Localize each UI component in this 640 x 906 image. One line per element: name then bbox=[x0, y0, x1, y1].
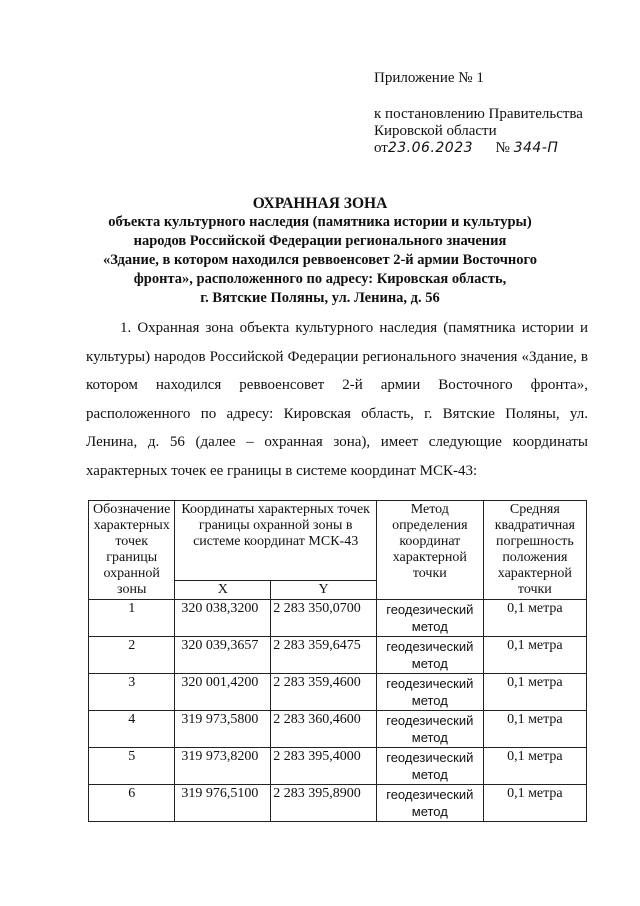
accuracy-cell: 0,1 метра bbox=[483, 711, 586, 748]
header-method: Метод определения координат характерной точки bbox=[376, 501, 483, 600]
point-number: 1 bbox=[89, 600, 175, 637]
header-y: Y bbox=[271, 581, 377, 600]
annex-line-2: Кировской области bbox=[374, 123, 497, 139]
method-cell: геодезический метод bbox=[376, 785, 483, 822]
x-coordinate: 320 039,3657 bbox=[175, 637, 271, 674]
handwritten-date: 23.06.2023 bbox=[387, 140, 474, 156]
x-coordinate: 319 973,5800 bbox=[175, 711, 271, 748]
heading-line-6: г. Вятские Поляны, ул. Ленина, д. 56 bbox=[200, 290, 440, 306]
accuracy-cell: 0,1 метра bbox=[483, 674, 586, 711]
heading-line-4: «Здание, в котором находился реввоенсовет 2-й армии Восточного bbox=[102, 252, 537, 268]
header-accuracy: Средняя квадратичная погрешность положения характерной точки bbox=[483, 501, 586, 600]
table-row bbox=[89, 785, 587, 822]
y-coordinate: 2 283 360,4600 bbox=[271, 711, 377, 748]
body-paragraph: 1. Охранная зона объекта культурного наследия (памятника истории и культуры) народов Российской Федерации регионального значения «Здание, в котором находился реввоенсовет 2-й армии Восточного фронта», расположенного по адресу: Кировская область, г. Вятские Поляны, ул. Ленина, д. 56 (далее – охранная зона), имеет следующие координаты характерных точек ее границы в системе координат МСК-43: bbox=[86, 320, 588, 479]
accuracy-cell: 0,1 метра bbox=[483, 600, 586, 637]
method-cell: геодезический метод bbox=[376, 637, 483, 674]
method-cell: геодезический метод bbox=[376, 674, 483, 711]
annex-title: Приложение № 1 bbox=[374, 70, 484, 86]
heading-line-5: фронта», расположенного по адресу: Кировская область, bbox=[133, 271, 507, 287]
header-x: X bbox=[175, 581, 271, 600]
method-cell: геодезический метод bbox=[376, 711, 483, 748]
point-number: 2 bbox=[89, 637, 175, 674]
header-coordinates: Координаты характерных точек границы охранной зоны в системе координат МСК-43 bbox=[175, 501, 377, 581]
coordinates-table bbox=[88, 500, 587, 822]
x-coordinate: 319 973,8200 bbox=[175, 748, 271, 785]
x-coordinate: 319 976,5100 bbox=[175, 785, 271, 822]
annex-date-line bbox=[374, 140, 583, 157]
point-number: 3 bbox=[89, 674, 175, 711]
table-body bbox=[89, 600, 587, 822]
table-row bbox=[89, 711, 587, 748]
date-prefix: от bbox=[374, 140, 388, 156]
y-coordinate: 2 283 350,0700 bbox=[271, 600, 377, 637]
x-coordinate: 320 038,3200 bbox=[175, 600, 271, 637]
y-coordinate: 2 283 395,4000 bbox=[271, 748, 377, 785]
point-number: 4 bbox=[89, 711, 175, 748]
accuracy-cell: 0,1 метра bbox=[483, 637, 586, 674]
table-row bbox=[89, 637, 587, 674]
table-row bbox=[89, 748, 587, 785]
header-point: Обозначение характерных точек границы охранной зоны bbox=[89, 501, 175, 600]
table-row bbox=[89, 674, 587, 711]
x-coordinate: 320 001,4200 bbox=[175, 674, 271, 711]
heading-line-3: народов Российской Федерации регионального значения bbox=[133, 233, 507, 249]
y-coordinate: 2 283 395,8900 bbox=[271, 785, 377, 822]
accuracy-cell: 0,1 метра bbox=[483, 785, 586, 822]
annex-block bbox=[374, 70, 583, 157]
point-number: 5 bbox=[89, 748, 175, 785]
heading-line-2: объекта культурного наследия (памятника истории и культуры) bbox=[108, 214, 532, 230]
y-coordinate: 2 283 359,6475 bbox=[271, 637, 377, 674]
accuracy-cell: 0,1 метра bbox=[483, 748, 586, 785]
heading-line-1: ОХРАННАЯ ЗОНА bbox=[252, 195, 388, 212]
y-coordinate: 2 283 359,4600 bbox=[271, 674, 377, 711]
point-number: 6 bbox=[89, 785, 175, 822]
annex-line-1: к постановлению Правительства bbox=[374, 106, 583, 122]
document-heading bbox=[80, 194, 560, 308]
handwritten-number: 344-П bbox=[513, 140, 559, 156]
table-row bbox=[89, 600, 587, 637]
method-cell: геодезический метод bbox=[376, 600, 483, 637]
number-prefix: № bbox=[495, 140, 510, 156]
method-cell: геодезический метод bbox=[376, 748, 483, 785]
